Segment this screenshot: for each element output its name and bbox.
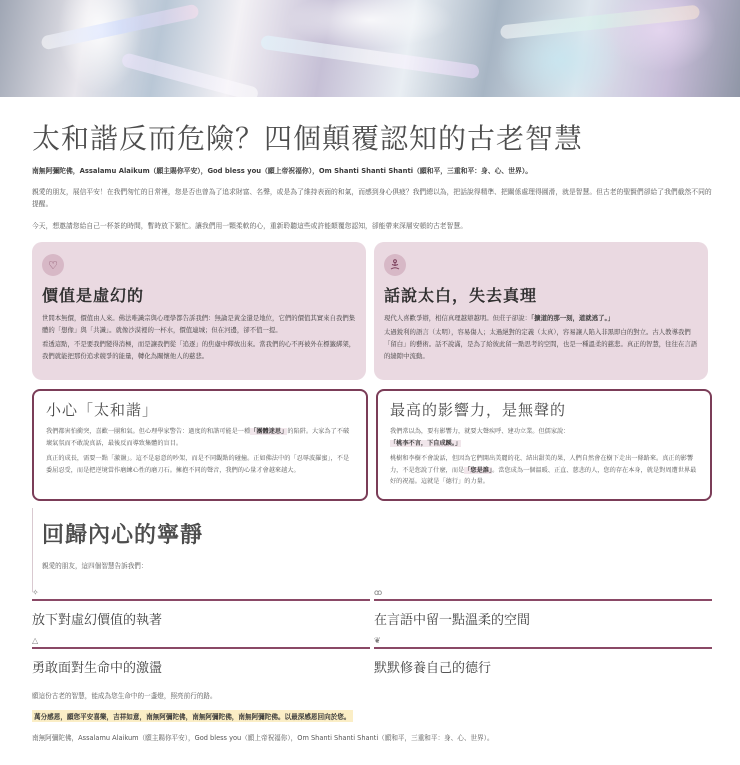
opening-blessing: 南無阿彌陀佛，Assalamu Alaikum（願主賜你平安），God bless you（願上帝祝福你），Om Shanti Shanti Shanti（願和平，三重和平：身、心、世界）。	[32, 167, 533, 175]
card-silent-influence	[376, 389, 712, 501]
card-value-illusion	[32, 242, 366, 380]
closing-blessing: 南無阿彌陀佛，Assalamu Alaikum（願主賜你平安），God bless you（願上帝祝福你），Om Shanti Shanti Shanti（願和平，三重和平：身、心、世界）。	[32, 734, 494, 742]
wisdom-item	[32, 588, 370, 628]
wisdom-item	[374, 636, 712, 676]
section-divider	[32, 508, 33, 592]
item-rule	[32, 647, 370, 649]
page-title: 太和諧反而危險？四個顛覆認知的古老智慧	[32, 122, 584, 155]
card-heading: 話說太白，失去真理	[384, 286, 538, 305]
closing-wish: 願這份古老的智慧，能成為您生命中的一盞燈，照亮前行的路。	[32, 692, 217, 700]
section-subtitle: 親愛的朋友，這四個智慧告訴我們：	[42, 562, 148, 570]
item-label: 放下對虛幻價值的執著	[32, 613, 163, 628]
sparkle-icon: ✧	[32, 588, 39, 597]
card-paragraph: 世間本無價，價值由人來。佛法唯識宗與心理學都告訴我們：無論是黃金還是地位，它們的價值其實來自我們集體的「想像」與「共識」。就像沙漠裡的一杯水，價值連城；但在河邊，卻不值一提。	[42, 314, 356, 334]
item-rule	[374, 647, 712, 649]
card-heading: 最高的影響力，是無聲的	[390, 401, 567, 419]
heart-icon: ♡	[42, 254, 64, 276]
item-label: 默默修養自己的德行	[374, 661, 492, 676]
item-label: 勇敢面對生命中的激盪	[32, 661, 163, 676]
item-rule	[32, 599, 370, 601]
card-too-harmonious	[32, 389, 368, 501]
card-paragraph: 現代人喜歡爭辯，相信真理越辯越明。但莊子卻說：「擴道的那一刻，道就逃了。」	[384, 314, 615, 322]
card-paragraph: 我們都害怕衝突，喜歡一團和氣。但心理學家警告：過度的和諧可能是一種「團體迷思」的陷阱。大家為了不破壞氣氛而不敢說真話，最後反而導致集體的盲目。	[46, 428, 350, 447]
card-paragraph: 桃樹和李樹不會說話，但因為它們開出美麗的花、結出甜美的果，人們自然會在樹下走出一條路來。真正的影響力，不是您說了什麼，而是「您是誰」。當您成為一個溫暖、正直、慈悲的人，您的存在本身，就是對周遭世界最好的祝福。這就是「德行」的力量。	[390, 455, 697, 485]
leaf-icon: ❦	[374, 636, 381, 645]
card-paragraph: 真正的成長，需要一點「激盪」。這不是惡意的吵架，而是不同觀點的碰撞。正如佛法中的「忍辱波羅蜜」，不是委屈忍受，而是把逆境當作磨練心性的磨刀石。擁抱不同的聲音，我們的心量才會越來越大。	[46, 455, 350, 474]
wisdom-item	[374, 588, 712, 628]
section-title: 回歸內心的寧靜	[42, 523, 204, 548]
card-paragraph: 我們常以為，要有影響力，就要大聲疾呼、建功立業。但儒家說： 「桃李不言，下自成蹊。」	[390, 428, 570, 447]
card-plain-speech	[374, 242, 708, 380]
invitation-paragraph: 今天，想邀請您給自己一杯茶的時間，暫時放下繁忙。讓我們用一顆柔軟的心，重新聆聽這些或許能顛覆您認知，卻能帶來深層安頓的古老智慧。	[32, 222, 467, 230]
wisdom-item	[32, 636, 370, 676]
card-paragraph: 看透這點，不是要我們變得消極，而是讓我們從「追逐」的焦慮中釋放出來。當我們的心不再被外在標籤綁架，我們就能把那份追求競爭的能量，轉化為關懷他人的慈悲。	[42, 340, 356, 360]
item-label: 在言語中留一點溫柔的空間	[374, 613, 531, 628]
hero-banner-image	[0, 0, 740, 97]
warning-icon: △	[32, 636, 39, 645]
people-icon: ꝏ	[374, 588, 383, 597]
card-heading: 價值是虛幻的	[42, 286, 145, 305]
item-rule	[374, 599, 712, 601]
intro-paragraph: 親愛的朋友，展信平安！在我們匆忙的日常裡，您是否也曾為了追求財富、名聲，或是為了維持表面的和氣，而感到身心俱疲？我們總以為，把話說得精準、把關係處理得圓滑，就是智慧。但古老的聖賢們卻給了我們截然不同的提醒。	[32, 188, 712, 208]
card-paragraph: 太過銳利的語言（太明），容易傷人；太過絕對的定義（太真），容易讓人陷入非黑即白的對立。古人教導我們「留白」的藝術。話不說滿，是為了給彼此留一點思考的空間，也是一種溫柔的慈悲。真正的智慧，往往在言語的縫隙中流動。	[384, 328, 698, 360]
gratitude-highlight: 萬分感恩，願您平安喜樂，吉祥如意，南無阿彌陀佛，南無阿彌陀佛，南無阿彌陀佛。以最深感恩回向於您。	[32, 710, 353, 722]
meditation-icon	[384, 254, 406, 276]
card-heading: 小心「太和諧」	[46, 401, 159, 419]
